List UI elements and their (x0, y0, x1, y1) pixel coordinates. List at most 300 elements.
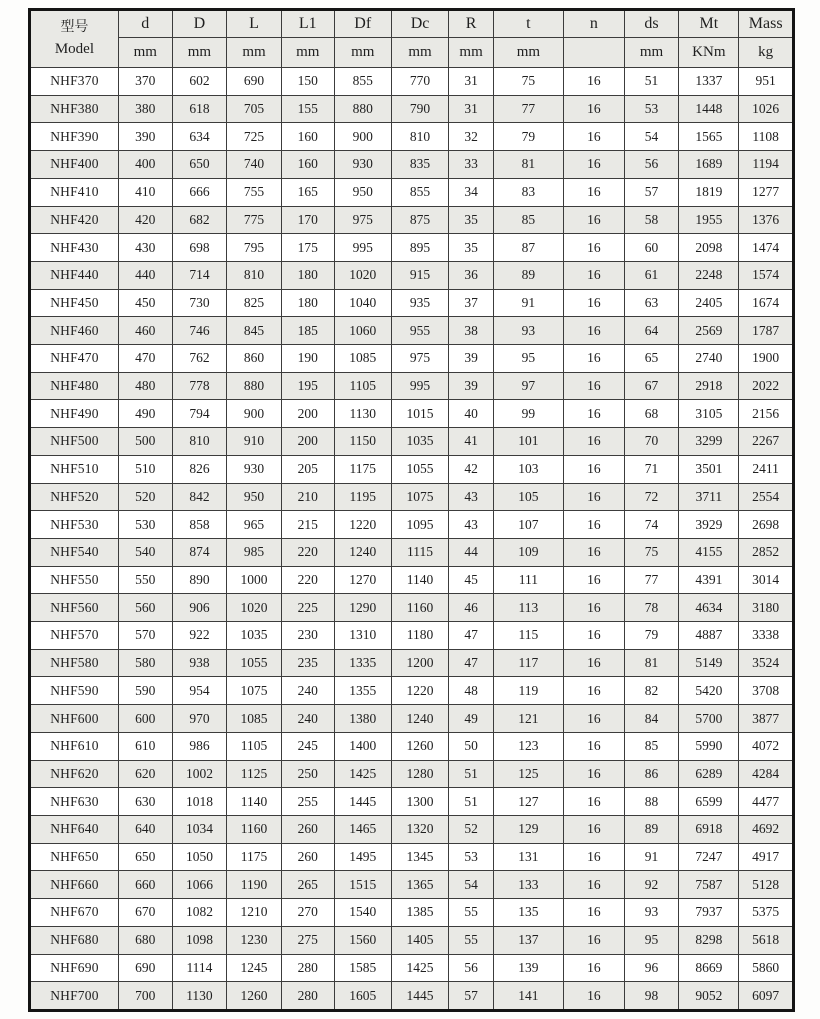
value-cell: 16 (563, 428, 624, 456)
value-cell: 97 (493, 372, 563, 400)
value-cell: 1130 (334, 400, 391, 428)
value-cell: 5420 (679, 677, 739, 705)
value-cell: 56 (624, 151, 679, 179)
value-cell: 185 (281, 317, 334, 345)
table-row (30, 649, 794, 677)
value-cell: 1405 (391, 926, 449, 954)
value-cell: 270 (281, 899, 334, 927)
value-cell: 900 (227, 400, 282, 428)
model-cell: NHF630 (30, 788, 119, 816)
table-row (30, 982, 794, 1011)
value-cell: 77 (624, 566, 679, 594)
table-row (30, 483, 794, 511)
value-cell: 35 (449, 234, 493, 262)
value-cell: 1245 (227, 954, 282, 982)
value-cell: 666 (172, 178, 227, 206)
value-cell: 1040 (334, 289, 391, 317)
value-cell: 85 (624, 732, 679, 760)
model-cell: NHF500 (30, 428, 119, 456)
model-cell: NHF460 (30, 317, 119, 345)
value-cell: 3180 (739, 594, 794, 622)
value-cell: 65 (624, 345, 679, 373)
value-cell: 1194 (739, 151, 794, 179)
value-cell: 67 (624, 372, 679, 400)
value-cell: 602 (172, 68, 227, 96)
value-cell: 4634 (679, 594, 739, 622)
table-header (30, 10, 794, 68)
value-cell: 39 (449, 345, 493, 373)
value-cell: 16 (563, 68, 624, 96)
value-cell: 380 (118, 95, 172, 123)
table-row (30, 95, 794, 123)
value-cell: 795 (227, 234, 282, 262)
value-cell: 1210 (227, 899, 282, 927)
table-body (30, 68, 794, 1011)
value-cell: 480 (118, 372, 172, 400)
value-cell: 68 (624, 400, 679, 428)
value-cell: 16 (563, 206, 624, 234)
value-cell: 650 (172, 151, 227, 179)
value-cell: 31 (449, 68, 493, 96)
value-cell: 1130 (172, 982, 227, 1011)
value-cell: 39 (449, 372, 493, 400)
value-cell: 16 (563, 677, 624, 705)
value-cell: 530 (118, 511, 172, 539)
table-row (30, 954, 794, 982)
value-cell: 74 (624, 511, 679, 539)
value-cell: 165 (281, 178, 334, 206)
model-cell: NHF510 (30, 455, 119, 483)
value-cell: 91 (493, 289, 563, 317)
value-cell: 794 (172, 400, 227, 428)
value-cell: 1290 (334, 594, 391, 622)
value-cell: 16 (563, 234, 624, 262)
table-row (30, 538, 794, 566)
value-cell: 1060 (334, 317, 391, 345)
value-cell: 634 (172, 123, 227, 151)
value-cell: 1140 (391, 566, 449, 594)
value-cell: 1400 (334, 732, 391, 760)
value-cell: 3299 (679, 428, 739, 456)
value-cell: 89 (493, 261, 563, 289)
value-cell: 139 (493, 954, 563, 982)
value-cell: 117 (493, 649, 563, 677)
value-cell: 16 (563, 289, 624, 317)
value-cell: 930 (334, 151, 391, 179)
value-cell: 89 (624, 815, 679, 843)
table-row (30, 622, 794, 650)
value-cell: 7937 (679, 899, 739, 927)
value-cell: 1002 (172, 760, 227, 788)
value-cell: 38 (449, 317, 493, 345)
value-cell: 1020 (227, 594, 282, 622)
table-row (30, 511, 794, 539)
value-cell: 51 (449, 788, 493, 816)
value-cell: 16 (563, 123, 624, 151)
value-cell: 63 (624, 289, 679, 317)
value-cell: 16 (563, 483, 624, 511)
column-header-ds: ds (624, 10, 679, 38)
value-cell: 746 (172, 317, 227, 345)
column-unit-d: mm (118, 38, 172, 68)
value-cell: 6599 (679, 788, 739, 816)
value-cell: 855 (391, 178, 449, 206)
value-cell: 1277 (739, 178, 794, 206)
table-row (30, 123, 794, 151)
value-cell: 16 (563, 926, 624, 954)
value-cell: 58 (624, 206, 679, 234)
value-cell: 835 (391, 151, 449, 179)
value-cell: 951 (739, 68, 794, 96)
value-cell: 91 (624, 843, 679, 871)
value-cell: 160 (281, 151, 334, 179)
model-cell: NHF580 (30, 649, 119, 677)
value-cell: 113 (493, 594, 563, 622)
column-header-d: d (118, 10, 172, 38)
model-cell: NHF640 (30, 815, 119, 843)
table-row (30, 261, 794, 289)
table-row (30, 594, 794, 622)
value-cell: 87 (493, 234, 563, 262)
column-unit-l: mm (227, 38, 282, 68)
value-cell: 133 (493, 871, 563, 899)
value-cell: 1674 (739, 289, 794, 317)
value-cell: 5375 (739, 899, 794, 927)
value-cell: 42 (449, 455, 493, 483)
model-cell: NHF370 (30, 68, 119, 96)
table-row (30, 788, 794, 816)
value-cell: 1425 (334, 760, 391, 788)
value-cell: 47 (449, 622, 493, 650)
value-cell: 92 (624, 871, 679, 899)
model-cell: NHF440 (30, 261, 119, 289)
value-cell: 1260 (391, 732, 449, 760)
value-cell: 2098 (679, 234, 739, 262)
value-cell: 32 (449, 123, 493, 151)
value-cell: 280 (281, 954, 334, 982)
value-cell: 88 (624, 788, 679, 816)
value-cell: 770 (391, 68, 449, 96)
model-cell: NHF690 (30, 954, 119, 982)
value-cell: 950 (227, 483, 282, 511)
value-cell: 33 (449, 151, 493, 179)
value-cell: 1385 (391, 899, 449, 927)
value-cell: 49 (449, 705, 493, 733)
value-cell: 35 (449, 206, 493, 234)
value-cell: 740 (227, 151, 282, 179)
value-cell: 1787 (739, 317, 794, 345)
value-cell: 150 (281, 68, 334, 96)
value-cell: 1082 (172, 899, 227, 927)
value-cell: 2852 (739, 538, 794, 566)
value-cell: 1689 (679, 151, 739, 179)
value-cell: 618 (172, 95, 227, 123)
value-cell: 975 (334, 206, 391, 234)
value-cell: 1175 (227, 843, 282, 871)
model-cell: NHF520 (30, 483, 119, 511)
value-cell: 450 (118, 289, 172, 317)
value-cell: 240 (281, 705, 334, 733)
value-cell: 1380 (334, 705, 391, 733)
model-cell: NHF450 (30, 289, 119, 317)
value-cell: 430 (118, 234, 172, 262)
value-cell: 858 (172, 511, 227, 539)
value-cell: 1515 (334, 871, 391, 899)
value-cell: 1000 (227, 566, 282, 594)
model-cell: NHF660 (30, 871, 119, 899)
value-cell: 107 (493, 511, 563, 539)
value-cell: 16 (563, 566, 624, 594)
value-cell: 141 (493, 982, 563, 1011)
value-cell: 16 (563, 455, 624, 483)
header-symbol-row (30, 10, 794, 38)
value-cell: 1320 (391, 815, 449, 843)
value-cell: 57 (624, 178, 679, 206)
spec-table (28, 8, 795, 1012)
value-cell: 111 (493, 566, 563, 594)
value-cell: 4155 (679, 538, 739, 566)
value-cell: 3014 (739, 566, 794, 594)
value-cell: 123 (493, 732, 563, 760)
value-cell: 37 (449, 289, 493, 317)
table-row (30, 871, 794, 899)
value-cell: 975 (391, 345, 449, 373)
table-row (30, 151, 794, 179)
value-cell: 3877 (739, 705, 794, 733)
value-cell: 81 (493, 151, 563, 179)
value-cell: 16 (563, 871, 624, 899)
value-cell: 46 (449, 594, 493, 622)
value-cell: 50 (449, 732, 493, 760)
column-unit-n (563, 38, 624, 68)
value-cell: 135 (493, 899, 563, 927)
value-cell: 3501 (679, 455, 739, 483)
value-cell: 1035 (391, 428, 449, 456)
value-cell: 75 (624, 538, 679, 566)
table-row (30, 926, 794, 954)
value-cell: 250 (281, 760, 334, 788)
column-header-mt: Mt (679, 10, 739, 38)
value-cell: 3929 (679, 511, 739, 539)
value-cell: 16 (563, 151, 624, 179)
value-cell: 5990 (679, 732, 739, 760)
value-cell: 82 (624, 677, 679, 705)
value-cell: 160 (281, 123, 334, 151)
value-cell: 1140 (227, 788, 282, 816)
value-cell: 775 (227, 206, 282, 234)
value-cell: 4887 (679, 622, 739, 650)
table-row (30, 705, 794, 733)
value-cell: 31 (449, 95, 493, 123)
value-cell: 1055 (391, 455, 449, 483)
value-cell: 16 (563, 705, 624, 733)
value-cell: 93 (493, 317, 563, 345)
value-cell: 1376 (739, 206, 794, 234)
value-cell: 121 (493, 705, 563, 733)
value-cell: 895 (391, 234, 449, 262)
value-cell: 16 (563, 511, 624, 539)
value-cell: 48 (449, 677, 493, 705)
value-cell: 96 (624, 954, 679, 982)
value-cell: 1108 (739, 123, 794, 151)
model-cell: NHF540 (30, 538, 119, 566)
value-cell: 1900 (739, 345, 794, 373)
value-cell: 240 (281, 677, 334, 705)
value-cell: 195 (281, 372, 334, 400)
value-cell: 16 (563, 261, 624, 289)
table-row (30, 317, 794, 345)
model-cell: NHF650 (30, 843, 119, 871)
value-cell: 2698 (739, 511, 794, 539)
value-cell: 16 (563, 732, 624, 760)
table-row (30, 899, 794, 927)
value-cell: 580 (118, 649, 172, 677)
table-row (30, 372, 794, 400)
table-row (30, 677, 794, 705)
value-cell: 41 (449, 428, 493, 456)
value-cell: 2740 (679, 345, 739, 373)
value-cell: 1034 (172, 815, 227, 843)
value-cell: 510 (118, 455, 172, 483)
value-cell: 2156 (739, 400, 794, 428)
column-unit-r: mm (449, 38, 493, 68)
value-cell: 34 (449, 178, 493, 206)
value-cell: 16 (563, 982, 624, 1011)
value-cell: 16 (563, 178, 624, 206)
column-header-n: n (563, 10, 624, 38)
value-cell: 129 (493, 815, 563, 843)
value-cell: 205 (281, 455, 334, 483)
value-cell: 7247 (679, 843, 739, 871)
value-cell: 1240 (334, 538, 391, 566)
header-unit-row (30, 38, 794, 68)
value-cell: 81 (624, 649, 679, 677)
value-cell: 755 (227, 178, 282, 206)
value-cell: 43 (449, 483, 493, 511)
value-cell: 1955 (679, 206, 739, 234)
value-cell: 1075 (391, 483, 449, 511)
value-cell: 45 (449, 566, 493, 594)
value-cell: 610 (118, 732, 172, 760)
value-cell: 6289 (679, 760, 739, 788)
value-cell: 790 (391, 95, 449, 123)
value-cell: 560 (118, 594, 172, 622)
value-cell: 16 (563, 954, 624, 982)
model-cell: NHF470 (30, 345, 119, 373)
value-cell: 600 (118, 705, 172, 733)
value-cell: 101 (493, 428, 563, 456)
value-cell: 57 (449, 982, 493, 1011)
column-unit-t: mm (493, 38, 563, 68)
value-cell: 3711 (679, 483, 739, 511)
value-cell: 51 (449, 760, 493, 788)
table-row (30, 732, 794, 760)
value-cell: 55 (449, 926, 493, 954)
value-cell: 995 (334, 234, 391, 262)
value-cell: 3708 (739, 677, 794, 705)
column-header-l: L (227, 10, 282, 38)
value-cell: 1310 (334, 622, 391, 650)
table-row (30, 234, 794, 262)
value-cell: 1035 (227, 622, 282, 650)
value-cell: 1365 (391, 871, 449, 899)
value-cell: 880 (334, 95, 391, 123)
value-cell: 77 (493, 95, 563, 123)
value-cell: 930 (227, 455, 282, 483)
value-cell: 86 (624, 760, 679, 788)
value-cell: 955 (391, 317, 449, 345)
value-cell: 1115 (391, 538, 449, 566)
value-cell: 1105 (227, 732, 282, 760)
value-cell: 1150 (334, 428, 391, 456)
value-cell: 1335 (334, 649, 391, 677)
value-cell: 590 (118, 677, 172, 705)
value-cell: 660 (118, 871, 172, 899)
value-cell: 53 (624, 95, 679, 123)
value-cell: 275 (281, 926, 334, 954)
value-cell: 690 (118, 954, 172, 982)
value-cell: 1425 (391, 954, 449, 982)
value-cell: 1574 (739, 261, 794, 289)
value-cell: 36 (449, 261, 493, 289)
value-cell: 550 (118, 566, 172, 594)
value-cell: 98 (624, 982, 679, 1011)
column-header-r: R (449, 10, 493, 38)
value-cell: 16 (563, 815, 624, 843)
model-cell: NHF530 (30, 511, 119, 539)
column-unit-dc: mm (391, 38, 449, 68)
value-cell: 698 (172, 234, 227, 262)
value-cell: 440 (118, 261, 172, 289)
value-cell: 200 (281, 400, 334, 428)
column-unit-mass: kg (739, 38, 794, 68)
value-cell: 965 (227, 511, 282, 539)
model-cell: NHF590 (30, 677, 119, 705)
model-cell: NHF610 (30, 732, 119, 760)
value-cell: 1015 (391, 400, 449, 428)
value-cell: 650 (118, 843, 172, 871)
value-cell: 2022 (739, 372, 794, 400)
value-cell: 8669 (679, 954, 739, 982)
value-cell: 16 (563, 843, 624, 871)
value-cell: 910 (227, 428, 282, 456)
value-cell: 810 (391, 123, 449, 151)
model-cell: NHF600 (30, 705, 119, 733)
value-cell: 16 (563, 649, 624, 677)
value-cell: 875 (391, 206, 449, 234)
value-cell: 1280 (391, 760, 449, 788)
table-row (30, 400, 794, 428)
value-cell: 103 (493, 455, 563, 483)
value-cell: 874 (172, 538, 227, 566)
model-cell: NHF380 (30, 95, 119, 123)
table-row (30, 455, 794, 483)
value-cell: 1026 (739, 95, 794, 123)
value-cell: 53 (449, 843, 493, 871)
value-cell: 93 (624, 899, 679, 927)
value-cell: 3338 (739, 622, 794, 650)
value-cell: 79 (493, 123, 563, 151)
value-cell: 4917 (739, 843, 794, 871)
value-cell: 1105 (334, 372, 391, 400)
value-cell: 730 (172, 289, 227, 317)
table-row (30, 428, 794, 456)
value-cell: 4692 (739, 815, 794, 843)
column-unit-df: mm (334, 38, 391, 68)
value-cell: 55 (449, 899, 493, 927)
value-cell: 60 (624, 234, 679, 262)
value-cell: 56 (449, 954, 493, 982)
